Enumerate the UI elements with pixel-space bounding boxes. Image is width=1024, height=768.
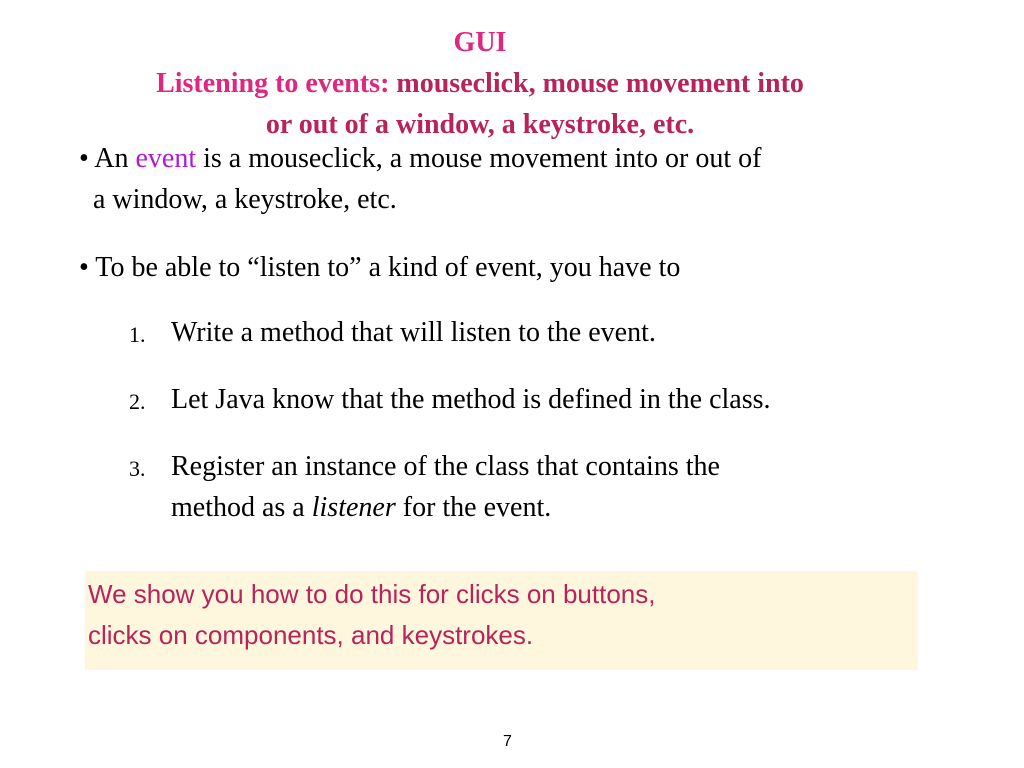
note-line-2: clicks on components, and keystrokes. — [88, 620, 534, 650]
step-3-text-line-2 — [171, 494, 551, 522]
step-2-text: Let Java know that the method is defined in the class. — [171, 384, 771, 415]
bullet-listen-intro: • To be able to “listen to” a kind of event, you have to — [79, 252, 681, 283]
listener-keyword: listener — [311, 492, 396, 523]
step-3-line-2-start: method as a — [171, 492, 312, 523]
step-2-number: 2. — [129, 389, 146, 414]
slide-subtitle-line-1 — [0, 70, 960, 98]
event-keyword: event — [135, 143, 197, 174]
subtitle-lead: Listening to events: — [156, 68, 390, 99]
bullet-1-rest: is a mouseclick, a mouse movement into or out of — [196, 143, 762, 174]
step-3-text-line-1: Register an instance of the class that contains the — [171, 451, 720, 482]
subtitle-rest: mouseclick, mouse movement into — [389, 68, 804, 99]
step-3-number: 3. — [129, 456, 146, 481]
step-1-number: 1. — [129, 322, 146, 347]
step-3-line-2-end: for the event. — [395, 492, 552, 523]
slide-subtitle-line-2: or out of a window, a keystroke, etc. — [265, 109, 695, 140]
bullet-1-start: • An — [79, 143, 136, 174]
bullet-event-definition-continued: a window, a keystroke, etc. — [93, 184, 397, 215]
page-number: 7 — [503, 733, 512, 750]
note-line-1: We show you how to do this for clicks on buttons, — [88, 579, 656, 609]
bullet-event-definition — [79, 145, 761, 173]
highlight-note-box — [85, 571, 918, 670]
step-1-text: Write a method that will listen to the event. — [171, 317, 656, 348]
slide-title: GUI — [453, 27, 507, 58]
